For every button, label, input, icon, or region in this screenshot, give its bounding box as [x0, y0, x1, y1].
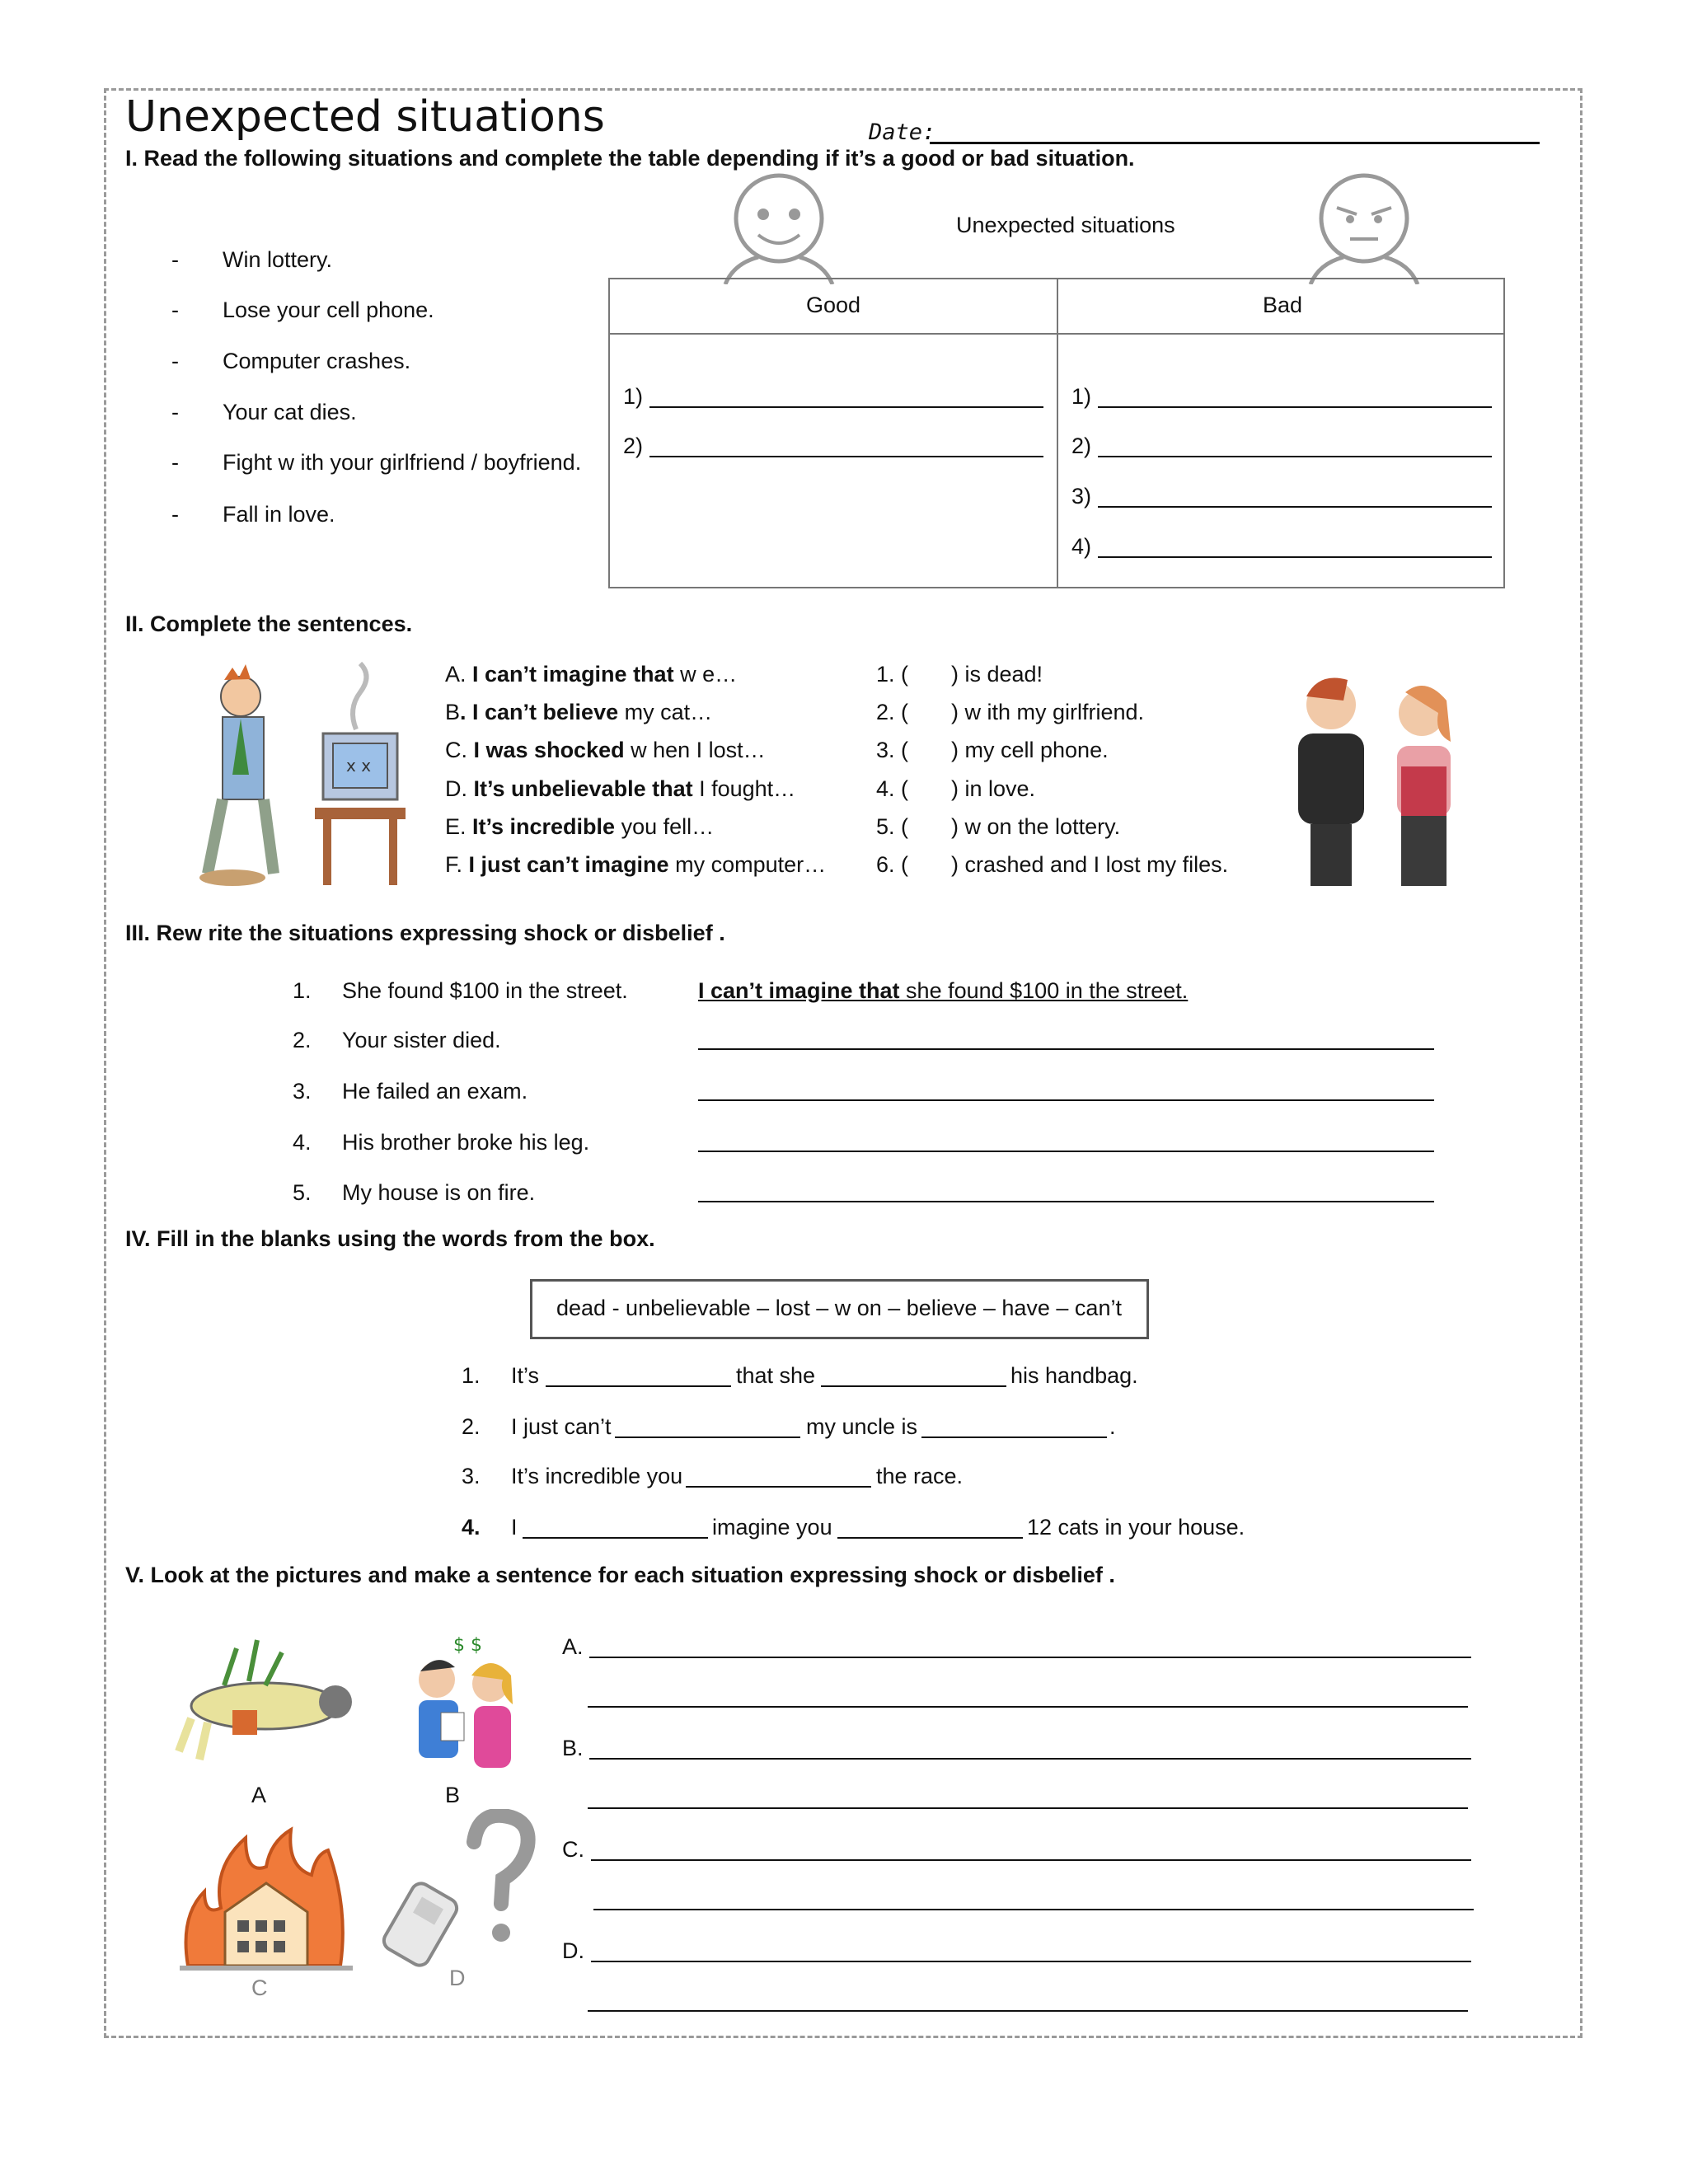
page-title: Unexpected situations: [125, 92, 605, 142]
sentence-end: ) w on the lottery.: [951, 814, 1121, 839]
item-number: 2.: [462, 1414, 481, 1439]
bold-phrase: I can’t imagine that: [698, 978, 900, 1003]
blank[interactable]: [523, 1537, 708, 1539]
sentence-start-a: [445, 662, 737, 687]
answer-d-line-1[interactable]: [591, 1961, 1471, 1962]
item-number: 3.: [293, 1079, 312, 1104]
label: A.: [445, 662, 473, 687]
section-5-heading: V. Look at the pictures and make a sentence for each situation expressing shock or disbelief .: [125, 1563, 1115, 1587]
sentence-part: the race.: [876, 1464, 964, 1488]
picture-label: A: [251, 1783, 267, 1807]
item-number: 3.: [462, 1464, 481, 1488]
rest: my computer…: [668, 852, 827, 877]
rest: she found $100 in the street.: [899, 978, 1189, 1003]
situation-text: His brother broke his leg.: [342, 1130, 590, 1155]
label: D.: [445, 776, 474, 801]
bullet: -: [171, 450, 179, 475]
sentence-start-d: [445, 776, 795, 802]
sentence-part: I: [511, 1515, 518, 1540]
match-number: 2. (: [876, 700, 909, 724]
svg-text:$ $: $ $: [453, 1635, 482, 1656]
answer-line-2[interactable]: [698, 1048, 1434, 1050]
match-number: 1. (: [876, 662, 909, 687]
bullet: -: [171, 247, 179, 272]
bad-answer-3[interactable]: [1098, 506, 1492, 508]
item-number: 5.: [293, 1180, 312, 1205]
answer-a-line-2[interactable]: [588, 1706, 1468, 1708]
match-number: 4. (: [876, 776, 909, 801]
sentence-part: It’s incredible you: [511, 1464, 683, 1488]
item-number: 2.: [293, 1028, 312, 1052]
match-number: 3. (: [876, 738, 909, 762]
picture-label: C: [251, 1975, 268, 2000]
sentence-end: ) crashed and I lost my files.: [951, 852, 1229, 877]
sentence-part: 12 cats in your house.: [1027, 1515, 1245, 1540]
rest: my cat…: [618, 700, 713, 724]
date-label: Date:: [869, 120, 936, 145]
svg-text:x x: x x: [346, 756, 372, 776]
situation-text: Your sister died.: [342, 1028, 501, 1052]
sentence-start-b: [445, 700, 712, 725]
section-4-heading: IV. Fill in the blanks using the words from the box.: [125, 1226, 655, 1251]
arguing-couple-illustration-icon: [1261, 668, 1484, 886]
answer-b-line-2[interactable]: [588, 1807, 1468, 1809]
bad-header: Bad: [1263, 293, 1303, 317]
table-header-line: [608, 333, 1505, 335]
answer-label: C.: [562, 1837, 584, 1862]
table-title: Unexpected situations: [956, 213, 1175, 237]
bullet: -: [171, 349, 179, 373]
lost-phone-picture-icon: [379, 1809, 536, 1974]
label: B: [445, 700, 461, 724]
picture-label: B: [445, 1783, 461, 1807]
item-number: 4.: [293, 1130, 312, 1155]
rest: you fell…: [615, 814, 715, 839]
situation-text: He failed an exam.: [342, 1079, 528, 1104]
list-item: Lose your cell phone.: [223, 298, 434, 322]
bad-row-label: 3): [1071, 484, 1092, 509]
example-answer: [698, 978, 1188, 1004]
angry-face-icon: [1302, 173, 1426, 284]
computer-crash-illustration-icon: [191, 659, 414, 890]
answer-a-line-1[interactable]: [589, 1657, 1471, 1658]
answer-label: A.: [562, 1634, 584, 1659]
answer-d-line-2[interactable]: [588, 2010, 1468, 2012]
answer-label: D.: [562, 1938, 584, 1963]
sentence-end: ) in love.: [951, 776, 1036, 801]
sentence-end: ) w ith my girlfriend.: [951, 700, 1145, 724]
item-number: 1.: [462, 1363, 481, 1388]
sentence-part: I just can’t: [511, 1414, 612, 1439]
house-on-fire-picture-icon: [180, 1825, 353, 1974]
sentence-start-f: [445, 852, 826, 878]
item-number: 1.: [293, 978, 312, 1003]
bad-answer-2[interactable]: [1098, 456, 1492, 457]
situation-text: She found $100 in the street.: [342, 978, 628, 1003]
label: C.: [445, 738, 474, 762]
section-1-heading: I. Read the following situations and complete the table depending if it’s a good or bad situation.: [125, 146, 1135, 171]
sentence-part: his handbag.: [1010, 1363, 1138, 1388]
bad-row-label: 2): [1071, 434, 1092, 458]
blank[interactable]: [615, 1436, 800, 1438]
rest: w hen I lost…: [624, 738, 766, 762]
bold-phrase: It’s unbelievable that: [473, 776, 693, 801]
sentence-start-e: [445, 814, 714, 840]
blank[interactable]: [546, 1385, 731, 1387]
bad-answer-1[interactable]: [1098, 406, 1492, 408]
bullet: -: [171, 298, 179, 322]
bullet: -: [171, 502, 179, 527]
bold-phrase: It’s incredible: [472, 814, 616, 839]
label: F.: [445, 852, 469, 877]
bad-row-label: 1): [1071, 384, 1092, 409]
picture-label: D: [449, 1966, 466, 1990]
bold-phrase: I just can’t imagine: [468, 852, 669, 877]
answer-label: B.: [562, 1736, 584, 1760]
answer-line-5[interactable]: [698, 1201, 1434, 1202]
blank[interactable]: [837, 1537, 1023, 1539]
answer-line-4[interactable]: [698, 1151, 1434, 1152]
date-field[interactable]: [930, 142, 1540, 144]
knocked-out-person-picture-icon: [175, 1628, 356, 1776]
list-item: Fall in love.: [223, 502, 335, 527]
list-item: Your cat dies.: [223, 400, 357, 424]
match-number: 6. (: [876, 852, 909, 877]
sentence-start-c: [445, 738, 766, 763]
list-item: Fight w ith your girlfriend / boyfriend.: [223, 450, 582, 475]
sentence-part: .: [1109, 1414, 1116, 1439]
answer-b-line-1[interactable]: [589, 1758, 1471, 1760]
sentence-end: ) is dead!: [951, 662, 1043, 687]
answer-c-line-1[interactable]: [591, 1859, 1471, 1861]
good-answer-2[interactable]: [649, 456, 1043, 457]
label: E.: [445, 814, 473, 839]
section-3-heading: III. Rew rite the situations expressing shock or disbelief .: [125, 921, 725, 945]
good-header: Good: [806, 293, 861, 317]
rest: w e…: [673, 662, 738, 687]
item-number: 4.: [462, 1515, 481, 1540]
bullet: -: [171, 400, 179, 424]
good-answer-1[interactable]: [649, 406, 1043, 408]
word-box-text: dead - unbelievable – lost – w on – believe – have – can’t: [556, 1296, 1122, 1320]
sentence-part: imagine you: [712, 1515, 832, 1540]
lottery-winners-picture-icon: [396, 1630, 528, 1783]
section-2-heading: II. Complete the sentences.: [125, 612, 413, 636]
list-item: Computer crashes.: [223, 349, 411, 373]
situation-text: My house is on fire.: [342, 1180, 536, 1205]
good-row-label: 1): [623, 384, 644, 409]
bad-row-label: 4): [1071, 534, 1092, 559]
sentence-part: that she: [736, 1363, 816, 1388]
answer-line-3[interactable]: [698, 1099, 1434, 1101]
blank[interactable]: [921, 1436, 1107, 1438]
rest: I fought…: [692, 776, 796, 801]
sentence-part: It’s: [511, 1363, 540, 1388]
sentence-part: my uncle is: [806, 1414, 918, 1439]
bold-phrase: I was shocked: [473, 738, 625, 762]
table-divider: [1057, 278, 1058, 588]
blank[interactable]: [686, 1486, 871, 1488]
sentence-end: ) my cell phone.: [951, 738, 1109, 762]
answer-c-line-2[interactable]: [593, 1909, 1474, 1910]
match-number: 5. (: [876, 814, 909, 839]
good-row-label: 2): [623, 434, 644, 458]
bold-phrase: . I can’t believe: [460, 700, 619, 724]
bad-answer-4[interactable]: [1098, 556, 1492, 558]
happy-face-icon: [717, 173, 841, 284]
blank[interactable]: [821, 1385, 1006, 1387]
list-item: Win lottery.: [223, 247, 333, 272]
bold-phrase: I can’t imagine that: [472, 662, 674, 687]
